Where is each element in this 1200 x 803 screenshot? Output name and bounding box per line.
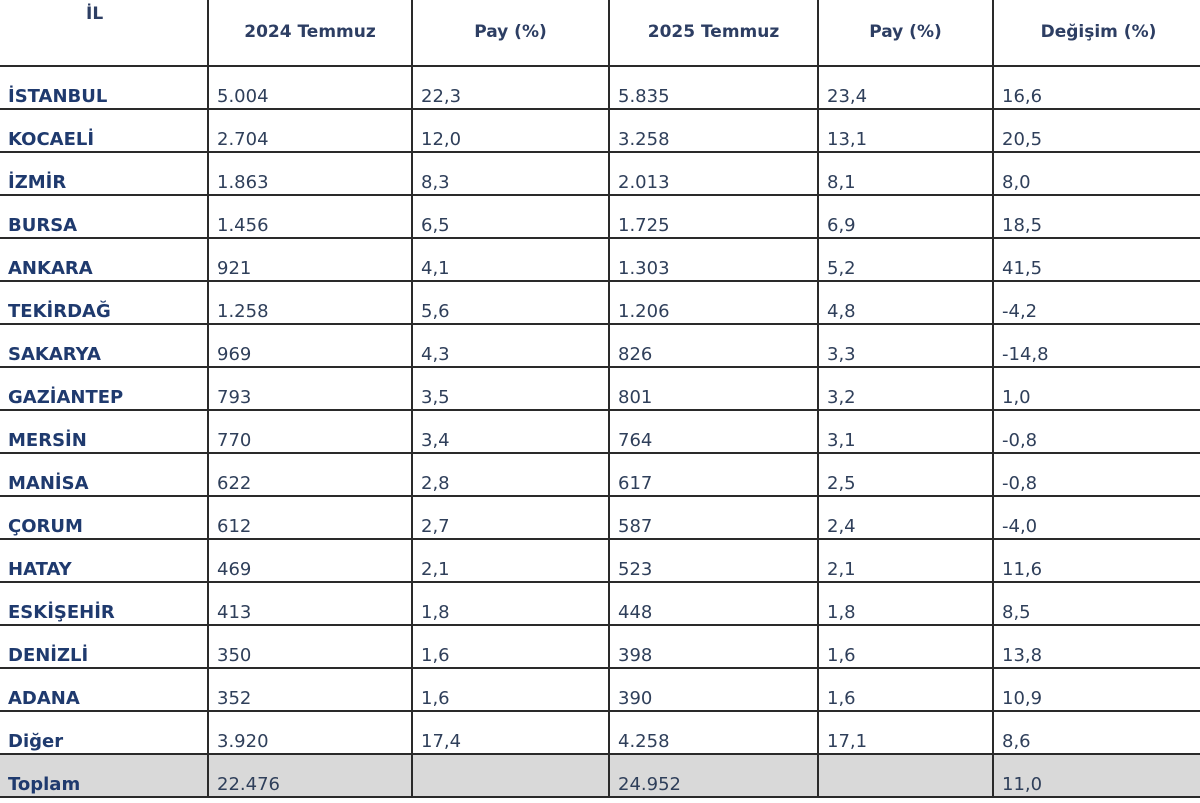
header-pay-2025: Pay (%) xyxy=(818,0,993,66)
cell-il: ESKİŞEHİR xyxy=(0,582,208,625)
cell-il: ADANA xyxy=(0,668,208,711)
total-2024-temmuz: 22.476 xyxy=(208,754,412,797)
cell-2025-temmuz: 5.835 xyxy=(609,66,818,109)
table-row xyxy=(0,539,1200,582)
cell-degisim: 18,5 xyxy=(993,195,1200,238)
cell-2024-temmuz: 793 xyxy=(208,367,412,410)
cell-pay-2024: 12,0 xyxy=(412,109,609,152)
cell-pay-2025: 5,2 xyxy=(818,238,993,281)
header-pay-2024: Pay (%) xyxy=(412,0,609,66)
cell-il: ANKARA xyxy=(0,238,208,281)
cell-2024-temmuz: 413 xyxy=(208,582,412,625)
cell-pay-2025: 3,1 xyxy=(818,410,993,453)
cell-degisim: 8,6 xyxy=(993,711,1200,754)
cell-2024-temmuz: 1.863 xyxy=(208,152,412,195)
cell-pay-2024: 3,4 xyxy=(412,410,609,453)
cell-degisim: -0,8 xyxy=(993,410,1200,453)
cell-pay-2024: 1,6 xyxy=(412,668,609,711)
cell-pay-2025: 2,1 xyxy=(818,539,993,582)
cell-pay-2024: 17,4 xyxy=(412,711,609,754)
cell-degisim: 13,8 xyxy=(993,625,1200,668)
cell-degisim: -4,0 xyxy=(993,496,1200,539)
total-label: Toplam xyxy=(0,754,208,797)
cell-2025-temmuz: 826 xyxy=(609,324,818,367)
cell-2024-temmuz: 1.456 xyxy=(208,195,412,238)
cell-degisim: 8,5 xyxy=(993,582,1200,625)
cell-pay-2025: 1,6 xyxy=(818,625,993,668)
table-row xyxy=(0,66,1200,109)
cell-il: İZMİR xyxy=(0,152,208,195)
table-row xyxy=(0,582,1200,625)
cell-2024-temmuz: 2.704 xyxy=(208,109,412,152)
total-row xyxy=(0,754,1200,797)
cell-pay-2024: 4,1 xyxy=(412,238,609,281)
cell-2025-temmuz: 523 xyxy=(609,539,818,582)
cell-2025-temmuz: 617 xyxy=(609,453,818,496)
cell-degisim: 11,6 xyxy=(993,539,1200,582)
header-degisim: Değişim (%) xyxy=(993,0,1200,66)
table-row xyxy=(0,711,1200,754)
cell-pay-2024: 4,3 xyxy=(412,324,609,367)
table-row xyxy=(0,324,1200,367)
cell-degisim: 20,5 xyxy=(993,109,1200,152)
cell-2024-temmuz: 921 xyxy=(208,238,412,281)
cell-2024-temmuz: 350 xyxy=(208,625,412,668)
cell-2025-temmuz: 3.258 xyxy=(609,109,818,152)
total-2025-temmuz: 24.952 xyxy=(609,754,818,797)
cell-degisim: 8,0 xyxy=(993,152,1200,195)
table-row xyxy=(0,238,1200,281)
cell-degisim: 41,5 xyxy=(993,238,1200,281)
cell-pay-2025: 6,9 xyxy=(818,195,993,238)
cell-2024-temmuz: 5.004 xyxy=(208,66,412,109)
cell-il: SAKARYA xyxy=(0,324,208,367)
header-row xyxy=(0,0,1200,66)
table-body xyxy=(0,66,1200,797)
cell-degisim: -4,2 xyxy=(993,281,1200,324)
cell-2025-temmuz: 2.013 xyxy=(609,152,818,195)
cell-pay-2025: 1,8 xyxy=(818,582,993,625)
cell-pay-2025: 13,1 xyxy=(818,109,993,152)
cell-degisim: 10,9 xyxy=(993,668,1200,711)
cell-degisim: -14,8 xyxy=(993,324,1200,367)
table-row xyxy=(0,668,1200,711)
cell-2025-temmuz: 764 xyxy=(609,410,818,453)
cell-pay-2025: 8,1 xyxy=(818,152,993,195)
cell-pay-2024: 2,7 xyxy=(412,496,609,539)
cell-pay-2025: 23,4 xyxy=(818,66,993,109)
cell-pay-2024: 1,8 xyxy=(412,582,609,625)
cell-il: KOCAELİ xyxy=(0,109,208,152)
table-row xyxy=(0,453,1200,496)
table-row xyxy=(0,496,1200,539)
cell-pay-2025: 2,5 xyxy=(818,453,993,496)
cell-2024-temmuz: 1.258 xyxy=(208,281,412,324)
cell-il: MANİSA xyxy=(0,453,208,496)
cell-2025-temmuz: 390 xyxy=(609,668,818,711)
cell-il: TEKİRDAĞ xyxy=(0,281,208,324)
cell-pay-2024: 5,6 xyxy=(412,281,609,324)
cell-pay-2025: 17,1 xyxy=(818,711,993,754)
cell-2025-temmuz: 587 xyxy=(609,496,818,539)
total-pay-2025 xyxy=(818,754,993,797)
cell-pay-2024: 2,1 xyxy=(412,539,609,582)
cell-pay-2025: 1,6 xyxy=(818,668,993,711)
cell-il: GAZİANTEP xyxy=(0,367,208,410)
total-degisim: 11,0 xyxy=(993,754,1200,797)
table-row xyxy=(0,109,1200,152)
cell-2025-temmuz: 398 xyxy=(609,625,818,668)
cell-2025-temmuz: 1.303 xyxy=(609,238,818,281)
cell-degisim: 16,6 xyxy=(993,66,1200,109)
cell-2024-temmuz: 622 xyxy=(208,453,412,496)
table-row xyxy=(0,625,1200,668)
cell-2024-temmuz: 770 xyxy=(208,410,412,453)
total-pay-2024 xyxy=(412,754,609,797)
cell-il: MERSİN xyxy=(0,410,208,453)
cell-2025-temmuz: 801 xyxy=(609,367,818,410)
cell-pay-2025: 2,4 xyxy=(818,496,993,539)
cell-il: Diğer xyxy=(0,711,208,754)
table-row xyxy=(0,367,1200,410)
cell-2025-temmuz: 1.206 xyxy=(609,281,818,324)
cell-degisim: -0,8 xyxy=(993,453,1200,496)
cell-degisim: 1,0 xyxy=(993,367,1200,410)
cell-2025-temmuz: 1.725 xyxy=(609,195,818,238)
cell-2024-temmuz: 352 xyxy=(208,668,412,711)
cell-pay-2025: 3,3 xyxy=(818,324,993,367)
cell-2024-temmuz: 969 xyxy=(208,324,412,367)
cell-2024-temmuz: 469 xyxy=(208,539,412,582)
table-header xyxy=(0,0,1200,66)
cell-il: HATAY xyxy=(0,539,208,582)
cell-pay-2024: 2,8 xyxy=(412,453,609,496)
cell-2025-temmuz: 4.258 xyxy=(609,711,818,754)
header-il: İL xyxy=(0,0,208,66)
cell-pay-2025: 3,2 xyxy=(818,367,993,410)
cell-il: ÇORUM xyxy=(0,496,208,539)
table-row xyxy=(0,195,1200,238)
cell-pay-2024: 3,5 xyxy=(412,367,609,410)
table-row xyxy=(0,152,1200,195)
table-row xyxy=(0,281,1200,324)
cell-pay-2024: 6,5 xyxy=(412,195,609,238)
cell-2025-temmuz: 448 xyxy=(609,582,818,625)
cell-pay-2025: 4,8 xyxy=(818,281,993,324)
cell-il: İSTANBUL xyxy=(0,66,208,109)
table-row xyxy=(0,410,1200,453)
cell-il: DENİZLİ xyxy=(0,625,208,668)
cell-il: BURSA xyxy=(0,195,208,238)
cell-pay-2024: 8,3 xyxy=(412,152,609,195)
cell-pay-2024: 22,3 xyxy=(412,66,609,109)
header-2024-temmuz: 2024 Temmuz xyxy=(208,0,412,66)
cell-2024-temmuz: 3.920 xyxy=(208,711,412,754)
cell-2024-temmuz: 612 xyxy=(208,496,412,539)
cell-pay-2024: 1,6 xyxy=(412,625,609,668)
header-2025-temmuz: 2025 Temmuz xyxy=(609,0,818,66)
